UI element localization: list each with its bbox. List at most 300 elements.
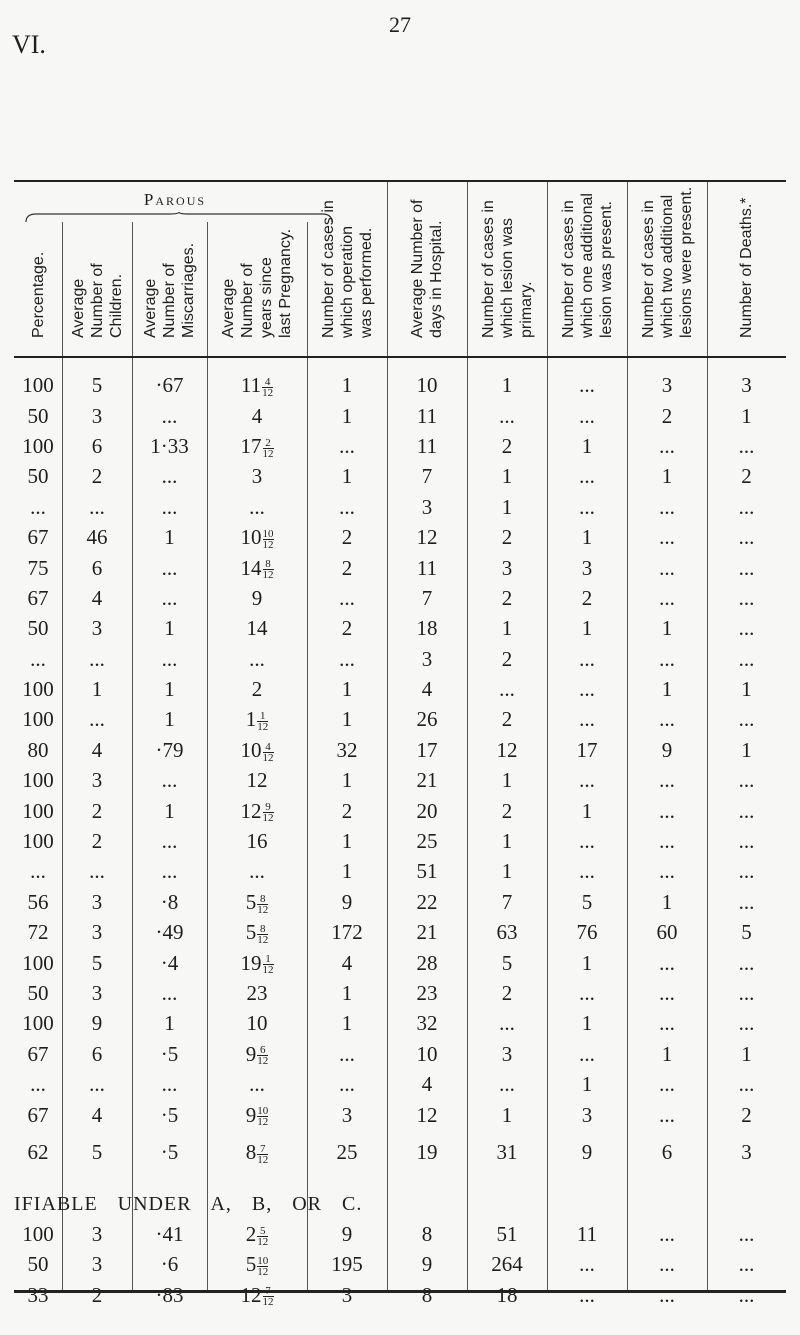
- table-cell: 1: [341, 677, 353, 702]
- table-cell: ...: [738, 616, 755, 641]
- table-cell: 7: [501, 889, 513, 914]
- table-cell: 264: [491, 1252, 523, 1277]
- table-cell: 1: [341, 403, 353, 428]
- parous-group-header: Parous: [143, 190, 207, 209]
- table-cell: ...: [161, 829, 178, 854]
- table-cell: 32: [336, 737, 358, 762]
- table-cell: ...: [738, 889, 755, 914]
- table-cell: 9: [421, 1252, 433, 1277]
- totals-row: [14, 1130, 786, 1175]
- unfiled-banner-row: [14, 1175, 786, 1219]
- table-cell: 2: [341, 555, 353, 580]
- table-cell: 3: [421, 494, 433, 519]
- fraction: $\frac{6}{12}$: [257, 1044, 269, 1068]
- table-cell: 22: [416, 889, 438, 914]
- table-cell: 6: [91, 1041, 103, 1066]
- table-cell: ...: [738, 1011, 755, 1036]
- fraction: $\frac{4}{12}$: [262, 740, 274, 764]
- table-cell: 10: [416, 373, 438, 398]
- table-cell: 1: [661, 616, 673, 641]
- table-cell: ...: [579, 464, 595, 489]
- table-cell: 5 $\frac{10}{12}$: [245, 1252, 269, 1279]
- column-header-text: Average Number of Miscarriages.: [142, 242, 197, 338]
- table-cell: 2: [91, 798, 103, 823]
- table-row: [14, 704, 786, 734]
- table-cell: 31: [496, 1140, 518, 1165]
- table-cell: ...: [161, 555, 178, 580]
- table-cell: 1: [661, 1041, 673, 1066]
- table-cell: ...: [499, 403, 515, 428]
- table-cell: 28: [416, 950, 438, 975]
- table-cell: ...: [738, 1221, 755, 1246]
- table-cell: 20: [416, 798, 438, 823]
- table-cell: 67: [27, 585, 49, 610]
- table-cell: 80: [27, 737, 49, 762]
- table-cell: 26: [416, 707, 438, 732]
- table-cell: ...: [579, 1041, 595, 1066]
- table-cell: 1: [741, 677, 752, 702]
- table-cell: ·4: [160, 950, 179, 975]
- table-cell: 2: [501, 707, 513, 732]
- table-cell: 2: [501, 525, 513, 550]
- table-cell: ...: [30, 859, 46, 884]
- header-rule: [14, 356, 786, 358]
- fraction: $\frac{4}{12}$: [262, 375, 274, 399]
- table-cell: 6: [661, 1140, 673, 1165]
- fraction: $\frac{10}{12}$: [262, 527, 274, 551]
- table-cell: 1: [581, 1011, 593, 1036]
- table-cell: ...: [339, 1072, 355, 1097]
- unfiled-banner-text: IFIABLE UNDER A, B, OR C.: [14, 1192, 363, 1215]
- table-cell: ...: [89, 707, 105, 732]
- table-cell: ...: [579, 373, 595, 398]
- table-cell: ...: [161, 646, 178, 671]
- table-row: [14, 583, 786, 613]
- table-cell: ...: [579, 829, 595, 854]
- table-cell: ...: [161, 494, 178, 519]
- table-cell: 1 $\frac{1}{12}$: [245, 707, 269, 734]
- table-cell: 5: [91, 1140, 103, 1165]
- table-cell: ...: [659, 950, 675, 975]
- table-cell: ...: [579, 859, 595, 884]
- table-cell: ...: [659, 707, 675, 732]
- table-cell: 3: [741, 1140, 752, 1165]
- top-rule: [14, 180, 786, 182]
- table-cell: 3: [501, 555, 513, 580]
- fraction: $\frac{1}{12}$: [257, 710, 269, 734]
- table-cell: 9: [91, 1011, 103, 1036]
- table-cell: 1: [501, 829, 513, 854]
- table-cell: 1: [501, 859, 513, 884]
- table-row: [14, 795, 786, 825]
- table-cell: 12 $\frac{9}{12}$: [240, 798, 274, 825]
- table-cell: ...: [249, 494, 265, 519]
- table-cell: ...: [659, 555, 675, 580]
- table-cell: 1: [91, 677, 103, 702]
- table-cell: 60: [656, 920, 678, 945]
- table-cell: ...: [499, 1072, 515, 1097]
- table-cell: 1: [581, 616, 593, 641]
- table-cell: 1: [341, 859, 353, 884]
- table-cell: 17 $\frac{2}{12}$: [240, 433, 274, 460]
- table-cell: 10: [246, 1011, 268, 1036]
- table-cell: ...: [30, 646, 46, 671]
- table-cell: 11: [416, 555, 438, 580]
- table-row: [14, 613, 786, 643]
- table-cell: ...: [659, 981, 675, 1005]
- table-cell: 67: [27, 1102, 49, 1127]
- table-cell: ...: [659, 1252, 675, 1277]
- table-cell: 12: [416, 1102, 438, 1127]
- table-cell: ...: [738, 1252, 755, 1277]
- table-cell: 3: [91, 920, 103, 945]
- table-row: [14, 461, 786, 491]
- table-cell: 2: [501, 646, 513, 671]
- table-cell: ·8: [160, 889, 179, 914]
- table-row: [14, 887, 786, 917]
- table-cell: 46: [86, 525, 108, 550]
- table-cell: 2 $\frac{5}{12}$: [245, 1221, 269, 1248]
- table-row: [14, 522, 786, 552]
- table-cell: 10 $\frac{4}{12}$: [240, 737, 274, 764]
- table-cell: 12: [246, 768, 268, 793]
- table-cell: ·67: [155, 373, 184, 398]
- table-row: [14, 1099, 786, 1129]
- table-cell: 3: [91, 403, 103, 428]
- table-cell: 100: [22, 433, 54, 458]
- table-cell: 3: [581, 555, 593, 580]
- table-cell: ...: [579, 1252, 595, 1277]
- column-header-text: Number of cases in which two additional lesions were present.: [639, 186, 695, 338]
- table-cell: 1: [501, 1102, 513, 1127]
- table-cell: 18: [416, 616, 438, 641]
- table-cell: 63: [496, 920, 518, 945]
- table-row: [14, 856, 786, 886]
- table-cell: ...: [738, 555, 755, 580]
- table-row: [14, 1069, 786, 1099]
- table-cell: 2: [741, 464, 752, 489]
- fraction: $\frac{7}{12}$: [257, 1142, 269, 1166]
- table-cell: ...: [89, 859, 105, 884]
- table-cell: 4: [421, 1072, 433, 1097]
- fraction: $\frac{7}{12}$: [262, 1285, 274, 1309]
- table-cell: ...: [738, 1072, 755, 1097]
- table-cell: 1: [164, 677, 175, 702]
- table-row: [14, 492, 786, 522]
- table-cell: ...: [499, 677, 515, 702]
- table-cell: 14 $\frac{8}{12}$: [240, 555, 274, 582]
- table-cell: 3: [91, 981, 103, 1005]
- table-cell: 2: [251, 677, 263, 702]
- table-row: [14, 917, 786, 947]
- table-cell: 10: [416, 1041, 438, 1066]
- table-cell: ...: [738, 494, 755, 519]
- page-number: 27: [389, 12, 411, 37]
- table-cell: 2: [581, 585, 593, 610]
- table-cell: 100: [22, 1221, 54, 1246]
- table-cell: ...: [738, 981, 755, 1005]
- table-cell: 18: [496, 1282, 518, 1307]
- table-cell: 1: [501, 494, 513, 519]
- table-cell: 32: [416, 1011, 438, 1036]
- table-cell: ...: [659, 525, 675, 550]
- table-cell: 11: [576, 1221, 598, 1246]
- table-cell: 100: [22, 707, 54, 732]
- table-row: [14, 552, 786, 582]
- table-cell: 9: [341, 889, 353, 914]
- table-cell: ...: [579, 981, 595, 1005]
- fraction: $\frac{8}{12}$: [262, 558, 274, 582]
- table-cell: 9: [661, 737, 673, 762]
- table-cell: 3: [91, 889, 103, 914]
- column-header-text: Average Number of years since last Pregnancy.: [220, 228, 294, 338]
- table-cell: ...: [659, 798, 675, 823]
- table-cell: ...: [30, 1072, 46, 1097]
- table-cell: 2: [341, 616, 353, 641]
- table-row: [14, 978, 786, 1008]
- table-cell: ·6: [160, 1252, 179, 1277]
- table-cell: 5 $\frac{8}{12}$: [245, 889, 269, 916]
- table-cell: ...: [659, 859, 675, 884]
- fraction: $\frac{8}{12}$: [257, 922, 269, 946]
- table-row: [14, 644, 786, 674]
- table-cell: 50: [27, 403, 49, 428]
- table-cell: 5: [581, 889, 593, 914]
- table-cell: 1: [341, 464, 353, 489]
- table-cell: ...: [579, 494, 595, 519]
- column-header-text: Number of cases in which operation was performed.: [319, 200, 375, 338]
- table-cell: 1: [741, 737, 752, 762]
- table-cell: 2: [501, 433, 513, 458]
- data-table: [14, 370, 786, 1310]
- table-cell: ...: [738, 768, 755, 793]
- table-cell: ...: [89, 494, 105, 519]
- table-cell: ...: [738, 646, 755, 671]
- table-cell: 1: [741, 403, 752, 428]
- table-cell: 1: [661, 464, 673, 489]
- table-cell: 1: [164, 1011, 175, 1036]
- fraction: $\frac{5}{12}$: [257, 1224, 269, 1248]
- table-cell: 23: [416, 981, 438, 1005]
- table-cell: ...: [89, 646, 105, 671]
- table-cell: 23: [246, 981, 268, 1005]
- table-cell: 17: [576, 737, 598, 762]
- table-cell: 8: [421, 1221, 433, 1246]
- table-cell: 4: [91, 1102, 103, 1127]
- table-cell: 100: [22, 1011, 54, 1036]
- table-cell: 5: [741, 920, 752, 945]
- table-cell: ...: [659, 585, 675, 610]
- table-cell: ...: [659, 646, 675, 671]
- table-cell: 2: [741, 1102, 752, 1127]
- table-cell: ...: [249, 859, 265, 884]
- table-cell: 2: [341, 798, 353, 823]
- table-cell: ...: [161, 403, 178, 428]
- table-cell: 1: [341, 373, 353, 398]
- table-cell: ...: [30, 494, 46, 519]
- table-cell: ·79: [155, 737, 184, 762]
- table-cell: 4: [251, 403, 263, 428]
- table-cell: 100: [22, 950, 54, 975]
- table-cell: ...: [738, 433, 755, 458]
- table-cell: 12: [416, 525, 438, 550]
- table-cell: ...: [659, 1102, 675, 1127]
- table-cell: 19: [416, 1140, 438, 1165]
- table-row: [14, 1280, 786, 1310]
- table-row: [14, 431, 786, 461]
- table-cell: 56: [27, 889, 49, 914]
- table-cell: ...: [161, 981, 178, 1005]
- table-cell: 6: [91, 433, 103, 458]
- table-cell: 33: [27, 1282, 49, 1307]
- table-cell: 2: [91, 464, 103, 489]
- table-cell: ...: [738, 1282, 755, 1307]
- table-row: [14, 765, 786, 795]
- table-cell: 100: [22, 829, 54, 854]
- table-cell: 62: [27, 1140, 49, 1165]
- table-cell: 100: [22, 798, 54, 823]
- table-cell: 1: [341, 1011, 353, 1036]
- table-cell: 2: [341, 525, 353, 550]
- table-cell: 1·33: [150, 433, 189, 458]
- table-row: [14, 735, 786, 765]
- table-cell: 1: [581, 433, 593, 458]
- table-cell: 172: [331, 920, 363, 945]
- table-cell: 11: [416, 403, 438, 428]
- table-cell: ...: [659, 433, 675, 458]
- fraction: $\frac{9}{12}$: [262, 801, 274, 825]
- table-cell: 9 $\frac{6}{12}$: [245, 1041, 269, 1068]
- table-cell: ...: [161, 585, 178, 610]
- section-label: VI.: [12, 30, 46, 59]
- unfiled-banner: [14, 1175, 786, 1219]
- table-cell: 1: [164, 616, 175, 641]
- table-cell: ...: [659, 494, 675, 519]
- table-cell: 3: [91, 1221, 103, 1246]
- table-cell: 11: [416, 433, 438, 458]
- table-cell: ...: [579, 707, 595, 732]
- table-cell: 2: [501, 585, 513, 610]
- table-cell: 2: [91, 829, 103, 854]
- table-cell: 1: [661, 677, 673, 702]
- table-cell: ·83: [155, 1282, 184, 1307]
- table-cell: 3: [501, 1041, 513, 1066]
- table-cell: 51: [416, 859, 438, 884]
- table-cell: 3: [741, 373, 752, 398]
- table-cell: 1: [341, 707, 353, 732]
- table-cell: 1: [581, 525, 593, 550]
- table-cell: 3: [341, 1282, 353, 1307]
- table-cell: ...: [161, 1072, 178, 1097]
- table-cell: ·49: [155, 920, 184, 945]
- table-cell: 72: [27, 920, 49, 945]
- table-cell: ...: [738, 829, 755, 854]
- table-cell: ...: [659, 768, 675, 793]
- table-cell: 1: [581, 1072, 593, 1097]
- table-cell: 9: [251, 585, 263, 610]
- column-header-text: Average Number of days in Hospital.: [409, 199, 445, 338]
- table-cell: 3: [251, 464, 263, 489]
- table-row: [14, 1249, 786, 1279]
- table-cell: 2: [501, 798, 513, 823]
- table-cell: ...: [659, 1221, 675, 1246]
- table-cell: ...: [499, 1011, 515, 1036]
- table-cell: 4: [421, 677, 433, 702]
- table-cell: ...: [659, 1282, 675, 1307]
- table-cell: 3: [91, 616, 103, 641]
- table-cell: 50: [27, 616, 49, 641]
- table-cell: ...: [579, 646, 595, 671]
- table-cell: ·5: [160, 1102, 179, 1127]
- table-cell: 1: [501, 768, 513, 793]
- table-cell: 9: [581, 1140, 593, 1165]
- table-cell: 1: [164, 525, 175, 550]
- table-cell: ...: [738, 707, 755, 732]
- table-cell: 14: [246, 616, 268, 641]
- table-cell: 1: [661, 889, 673, 914]
- table-cell: 5: [91, 950, 103, 975]
- table-cell: 3: [341, 1102, 353, 1127]
- table-cell: ...: [579, 677, 595, 702]
- table-cell: 67: [27, 1041, 49, 1066]
- table-cell: ...: [738, 525, 755, 550]
- table-row: [14, 1039, 786, 1069]
- parous-brace: [24, 212, 334, 222]
- table-cell: 19 $\frac{1}{12}$: [240, 950, 274, 977]
- table-cell: ...: [579, 403, 595, 428]
- table-cell: 67: [27, 525, 49, 550]
- fraction: $\frac{2}{12}$: [262, 436, 274, 460]
- table-cell: 51: [496, 1221, 518, 1246]
- table-cell: ...: [339, 585, 355, 610]
- table-cell: 1: [581, 798, 593, 823]
- table-cell: 16: [246, 829, 268, 854]
- fraction: $\frac{10}{12}$: [257, 1105, 269, 1129]
- table-cell: 17: [416, 737, 438, 762]
- table-cell: 3: [91, 768, 103, 793]
- table-row: [14, 826, 786, 856]
- table-cell: 1: [164, 798, 175, 823]
- table-cell: ...: [161, 859, 178, 884]
- fraction: $\frac{8}{12}$: [257, 892, 269, 916]
- table-cell: 75: [27, 555, 49, 580]
- table-cell: ...: [161, 768, 178, 793]
- table-cell: 5: [501, 950, 513, 975]
- table-cell: 5 $\frac{8}{12}$: [245, 920, 269, 946]
- table-cell: ...: [249, 1072, 265, 1097]
- column-header-text: Number of cases in which lesion was primary.: [479, 200, 535, 338]
- table-cell: 1: [501, 373, 513, 398]
- bottom-rule: [14, 1290, 786, 1293]
- table-cell: 1: [581, 950, 593, 975]
- table-cell: 3: [581, 1102, 593, 1127]
- table-row: [14, 370, 786, 400]
- table-cell: ·5: [160, 1041, 179, 1066]
- table-row: [14, 1219, 786, 1249]
- table-cell: 3: [421, 646, 433, 671]
- table-cell: ·5: [160, 1140, 179, 1165]
- table-cell: 6: [91, 555, 103, 580]
- table-cell: 7: [421, 464, 433, 489]
- table-cell: 25: [416, 829, 438, 854]
- column-header-text: Number of cases in which one additional lesion was present.: [559, 193, 615, 338]
- table-cell: 9 $\frac{10}{12}$: [245, 1102, 269, 1129]
- table-cell: 1: [501, 464, 513, 489]
- table-cell: ...: [659, 1011, 675, 1036]
- table-cell: ...: [89, 1072, 105, 1097]
- table-cell: 2: [501, 981, 513, 1005]
- table-cell: 1: [341, 768, 353, 793]
